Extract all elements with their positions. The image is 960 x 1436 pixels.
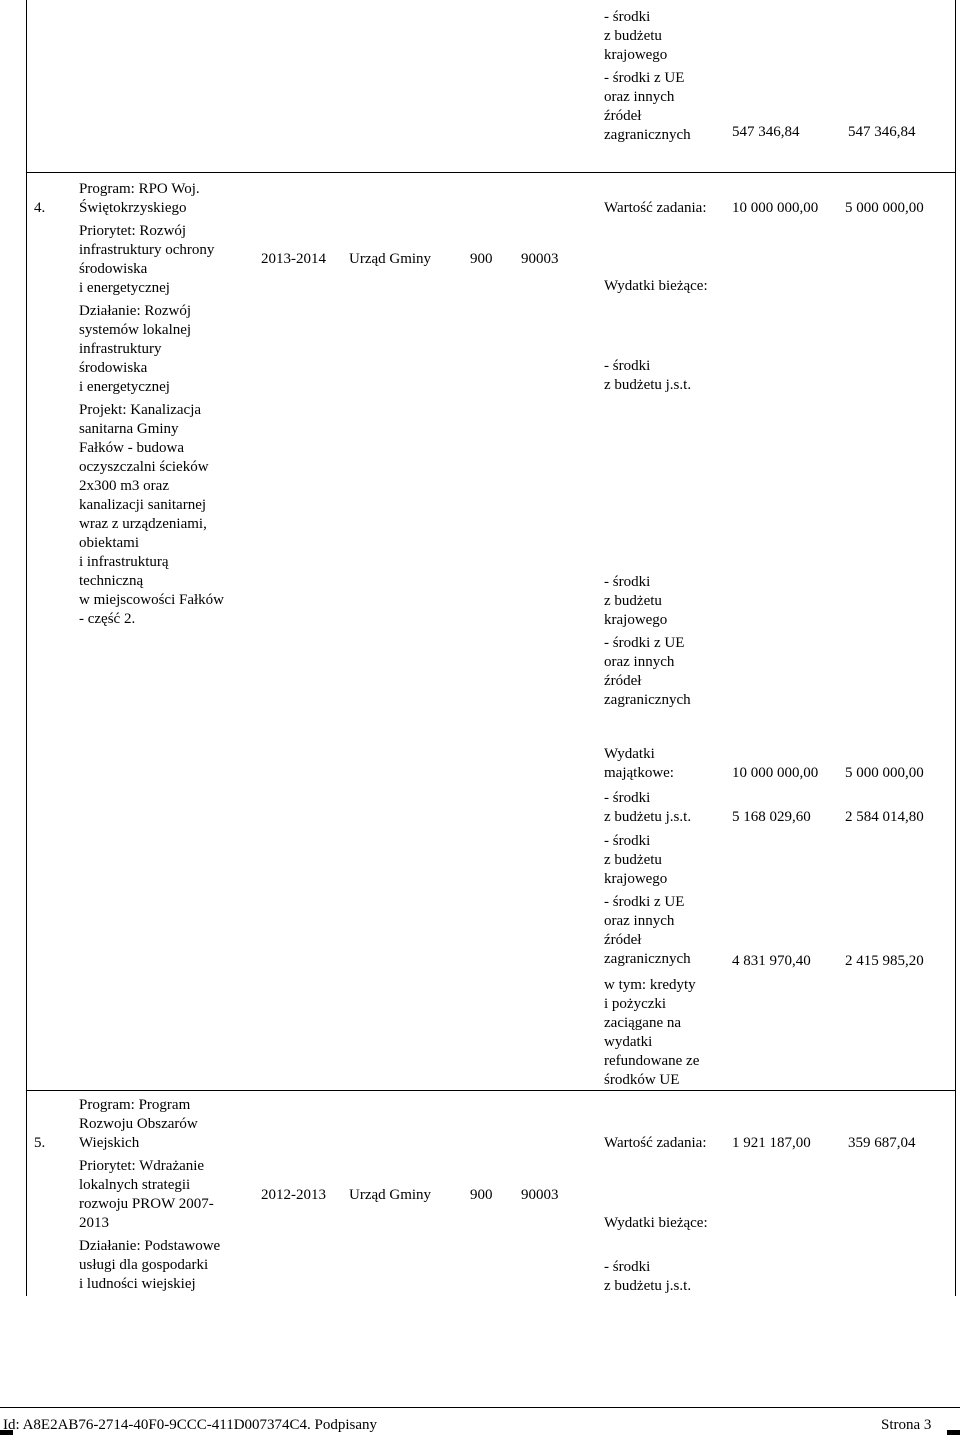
projekt-line: Fałków - budowa [79,440,184,456]
source-line: źródeł [604,108,642,124]
row4-majatkowe-label [604,745,674,783]
row4-jst [604,357,691,395]
row4-wtym [604,976,699,1090]
row4-biezace-label: Wydatki bieżące: [604,278,708,294]
priorytet-line: infrastruktury ochrony [79,242,215,258]
projekt-line: 2x300 m3 oraz [79,478,169,494]
row4-ue-2: 2 415 985,20 [845,953,924,969]
row5-wartosc-label: Wartość zadania: [604,1135,707,1151]
jst-line: z budżetu j.s.t. [604,809,692,825]
projekt-line: w miejscowości Fałków [79,592,224,608]
source-line: oraz innych [604,89,675,105]
dzialanie-line: i ludności wiejskiej [79,1276,196,1292]
majatkowe-line: majątkowe: [604,765,674,781]
row4-period: 2013-2014 [261,251,326,267]
row4-majatkowe-2: 5 000 000,00 [845,765,924,781]
jst-line: - środki [604,1259,651,1275]
program-line: Świętokrzyskiego [79,200,187,216]
row4-wartosc-1: 10 000 000,00 [732,200,819,216]
footer-divider [0,1407,960,1408]
row5-period: 2012-2013 [261,1187,326,1203]
row5-dzial: 900 [470,1187,493,1203]
source-line: źródeł [604,932,642,948]
row5-wartosc-2: 359 687,04 [848,1135,916,1151]
priorytet-line: i energetycznej [79,280,170,296]
top-value-1: 547 346,84 [732,124,800,140]
jst-line: z budżetu j.s.t. [604,377,692,393]
dzialanie-line: infrastruktury [79,341,162,357]
jst-line: - środki [604,358,651,374]
priorytet-line: 2013 [79,1215,109,1231]
projekt-line: oczyszczalni ścieków [79,459,209,475]
jst-line: - środki [604,790,651,806]
row5-jst [604,1258,691,1296]
wtym-line: zaciągane na [604,1015,682,1031]
row5-rozdzial: 90003 [521,1187,559,1203]
row5-wartosc-1: 1 921 187,00 [732,1135,811,1151]
wtym-line: i pożyczki [604,996,667,1012]
wtym-line: w tym: kredyty [604,977,696,993]
wtym-line: refundowane ze [604,1053,700,1069]
row4-wartosc-2: 5 000 000,00 [845,200,924,216]
dzialanie-line: Działanie: Podstawowe [79,1238,221,1254]
program-line: Program: Program [79,1097,191,1113]
source-line: - środki [604,9,651,25]
source-line: - środki z UE [604,70,685,86]
row4-maj-kraj-ue [604,832,691,969]
row5-biezace-label: Wydatki bieżące: [604,1215,708,1231]
projekt-line: techniczną [79,573,144,589]
source-line: zagranicznych [604,692,691,708]
jst-line: z budżetu j.s.t. [604,1278,692,1294]
projekt-line: wraz z urządzeniami, [79,516,207,532]
footer-page-number: Strona 3 [881,1417,932,1433]
dzialanie-line: systemów lokalnej [79,322,192,338]
source-line: oraz innych [604,654,675,670]
projekt-line: sanitarna Gminy [79,421,179,437]
priorytet-line: środowiska [79,261,148,277]
priorytet-line: rozwoju PROW 2007- [79,1196,214,1212]
source-line: krajowego [604,47,668,63]
source-line: oraz innych [604,913,675,929]
row5-number: 5. [34,1135,46,1151]
table-border-right [955,0,956,1296]
row4-krajowe-ue [604,573,691,710]
row4-dzial: 900 [470,251,493,267]
projekt-line: obiektami [79,535,139,551]
wtym-line: środków UE [604,1072,680,1088]
table-divider-top [26,172,956,173]
projekt-line: Projekt: Kanalizacja [79,402,202,418]
row5-unit: Urząd Gminy [349,1187,432,1203]
row4-number: 4. [34,200,46,216]
source-line: z budżetu [604,28,662,44]
row4-unit: Urząd Gminy [349,251,432,267]
dzialanie-line: i energetycznej [79,379,170,395]
source-line: zagranicznych [604,951,691,967]
dzialanie-line: usługi dla gospodarki [79,1257,209,1273]
source-line: - środki z UE [604,635,685,651]
top-value-2: 547 346,84 [848,124,916,140]
row4-rozdzial: 90003 [521,251,559,267]
source-line: - środki [604,574,651,590]
dzialanie-line: środowiska [79,360,148,376]
majatkowe-line: Wydatki [604,746,655,762]
source-line: z budżetu [604,593,662,609]
row4-description [79,180,224,629]
priorytet-line: Priorytet: Rozwój [79,223,187,239]
top-funding-source-list [604,8,691,145]
row5-description [79,1096,220,1294]
program-line: Wiejskich [79,1135,140,1151]
source-line: z budżetu [604,852,662,868]
source-line: krajowego [604,871,668,887]
row4-jst-1: 5 168 029,60 [732,809,811,825]
row4-jst-2: 2 584 014,80 [845,809,924,825]
source-line: - środki [604,833,651,849]
priorytet-line: lokalnych strategii [79,1177,191,1193]
table-border-left [26,0,27,1296]
projekt-line: kanalizacji sanitarnej [79,497,207,513]
wtym-line: wydatki [604,1034,653,1050]
row4-maj-jst [604,789,691,827]
source-line: - środki z UE [604,894,685,910]
projekt-line: i infrastrukturą [79,554,169,570]
row4-ue-1: 4 831 970,40 [732,953,811,969]
source-line: źródeł [604,673,642,689]
row4-majatkowe-1: 10 000 000,00 [732,765,819,781]
scrollbar-fragment [947,1430,960,1435]
source-line: zagranicznych [604,127,691,143]
table-divider-middle [26,1090,956,1091]
program-line: Program: RPO Woj. [79,181,200,197]
row4-wartosc-label: Wartość zadania: [604,200,707,216]
priorytet-line: Priorytet: Wdrażanie [79,1158,205,1174]
program-line: Rozwoju Obszarów [79,1116,198,1132]
footer-id: Id: A8E2AB76-2714-40F0-9CCC-411D007374C4. Podpisany [3,1417,378,1433]
projekt-line: - część 2. [79,611,136,627]
dzialanie-line: Działanie: Rozwój [79,303,192,319]
source-line: krajowego [604,612,668,628]
